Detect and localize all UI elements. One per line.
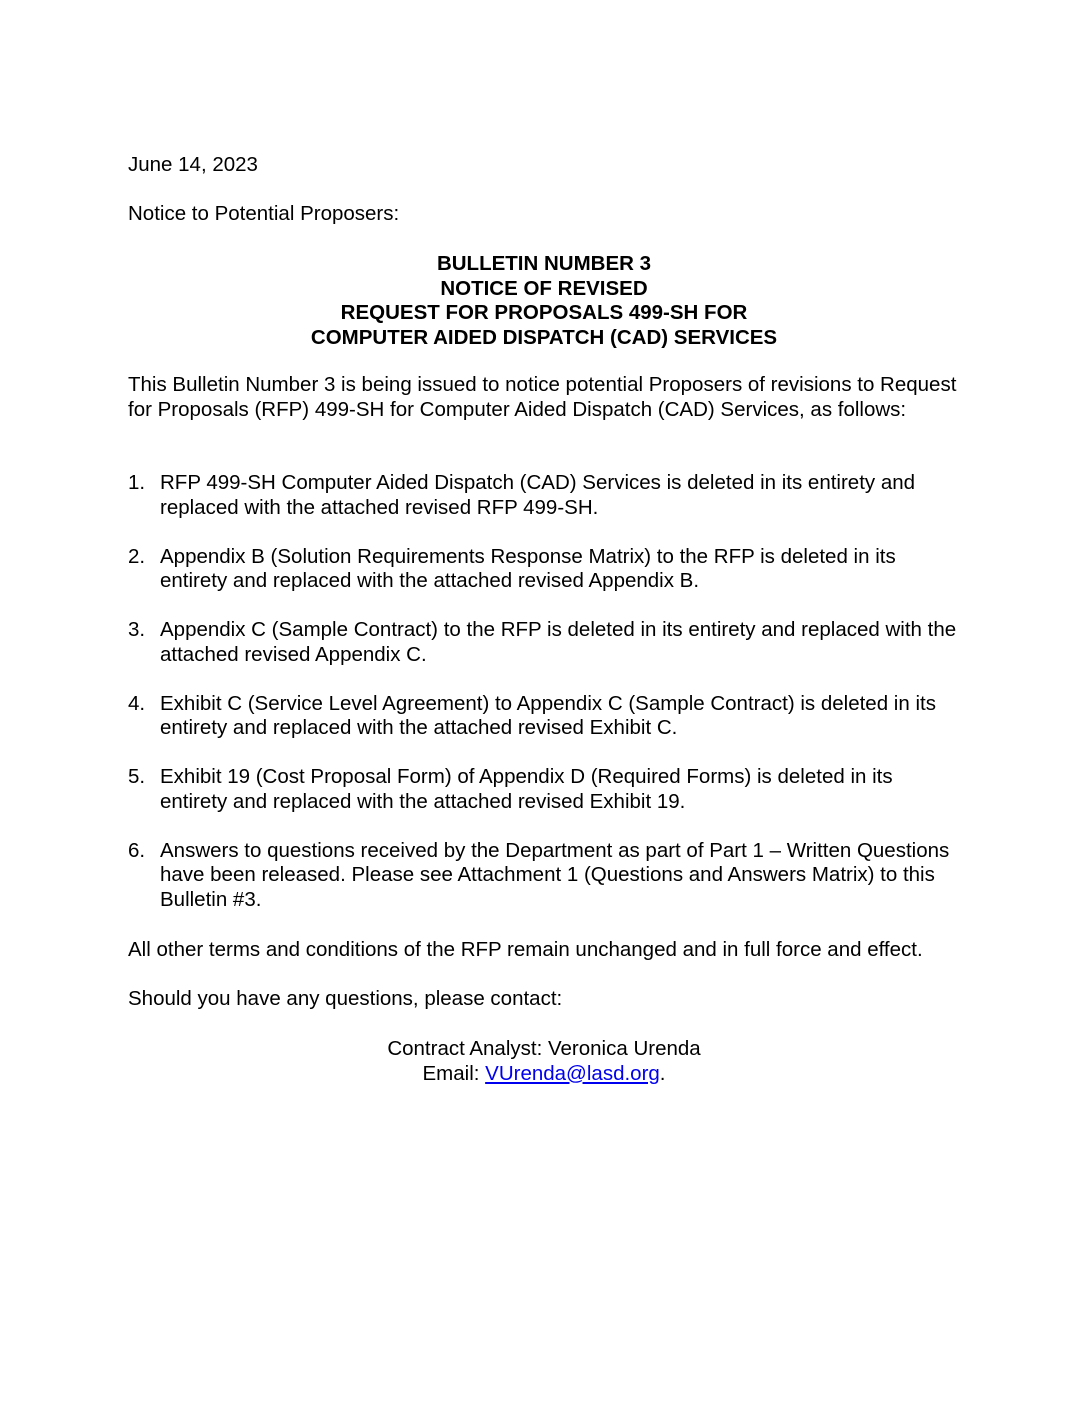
heading-line-4: COMPUTER AIDED DISPATCH (CAD) SERVICES (310, 325, 778, 349)
email-label: Email: (422, 1061, 486, 1085)
intro-paragraph: This Bulletin Number 3 is being issued to notice potential Proposers of revisions to Request for Proposals (RFP) 499-SH for Computer Aided Dispatch (CAD) Services, as follows: (128, 373, 957, 421)
list-item-text: Appendix B (Solution Requirements Response Matrix) to the RFP is deleted in its entirety and replaced with the attached revised Appendix B. (160, 544, 896, 592)
list-item (128, 765, 964, 814)
contact-email-line (128, 1062, 960, 1087)
revision-list (128, 471, 964, 937)
list-item-number: 1. (128, 471, 146, 494)
contact-analyst: Contract Analyst: Veronica Urenda (387, 1037, 701, 1060)
list-item-number: 4. (128, 691, 146, 715)
list-item-number: 3. (128, 618, 146, 641)
list-item-number: 6. (128, 838, 146, 862)
heading-line-3: REQUEST FOR PROPOSALS 499-SH FOR (340, 301, 748, 324)
list-item-text: Exhibit 19 (Cost Proposal Form) of Appendix D (Required Forms) is deleted in its entirety and replaced with the attached revised Exhibit 19. (160, 765, 893, 813)
contact-prompt: Should you have any questions, please contact: (128, 987, 563, 1010)
heading-line-2: NOTICE OF REVISED (440, 276, 648, 300)
list-item (128, 839, 964, 913)
salutation: Notice to Potential Proposers: (128, 202, 400, 225)
list-item-text: Appendix C (Sample Contract) to the RFP is deleted in its entirety and replaced with the attached revised Appendix C. (160, 618, 957, 666)
email-suffix: . (659, 1061, 666, 1085)
list-item-text: Exhibit C (Service Level Agreement) to Appendix C (Sample Contract) is deleted in its entirety and replaced with the attached revised Exhibit C. (160, 691, 936, 739)
contact-block (128, 1037, 960, 1086)
list-item (128, 618, 964, 667)
email-link[interactable]: VUrenda@lasd.org (485, 1061, 660, 1085)
list-item-text: RFP 499-SH Computer Aided Dispatch (CAD) Services is deleted in its entirety and replaced with the attached revised RFP 499-SH. (160, 471, 916, 519)
list-item (128, 471, 964, 520)
list-item-number: 2. (128, 544, 146, 568)
heading-line-1: BULLETIN NUMBER 3 (436, 252, 652, 275)
list-item (128, 545, 964, 594)
letter-date: June 14, 2023 (128, 153, 258, 176)
bulletin-heading (128, 252, 960, 350)
list-item (128, 692, 964, 741)
closing-paragraph: All other terms and conditions of the RFP remain unchanged and in full force and effect. (128, 938, 923, 961)
list-item-text: Answers to questions received by the Department as part of Part 1 – Written Questions have been released. Please see Attachment 1 (Questions and Answers Matrix) to this Bulletin #3. (160, 838, 950, 911)
list-item-number: 5. (128, 765, 146, 788)
